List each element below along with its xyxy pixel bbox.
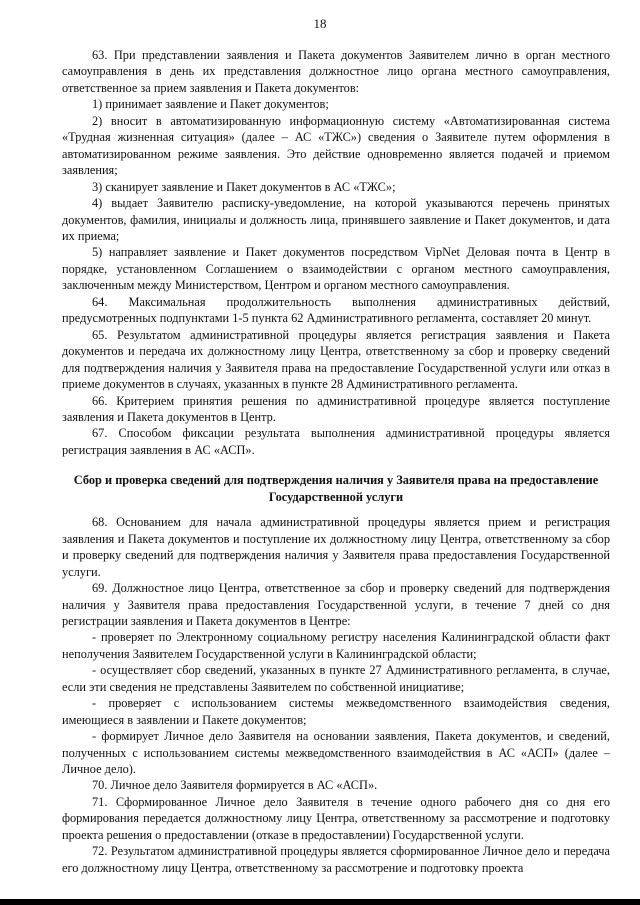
list-item-63-2: 2) вносит в автоматизированную информационную систему «Автоматизированная система «Трудная жизненная ситуация» (далее – АС «ТЖС») сведения о Заявителе путем оформления в автоматизированном режиме заявления. Это действие одновременно является подачей и приемом заявления; <box>62 113 610 178</box>
list-item-69-4: - формирует Личное дело Заявителя на основании заявления, Пакета документов, и сведений, полученных с использованием системы межведомственного взаимодействия в АС «АСП» (далее – Личное дело). <box>62 729 610 777</box>
paragraph-63: 63. При представлении заявления и Пакета документов Заявителем лично в орган местного самоуправления в день их представления должностное лицо органа местного самоуправления, ответственное за прием заявления и Пакета документов: <box>62 48 610 95</box>
paragraph-69: 69. Должностное лицо Центра, ответственное за сбор и проверку сведений для подтверждения наличия у Заявителя права предоставления Государственной услуги, в течение 7 дней со дня регистрации заявления и Пакета документов в Центре: <box>62 581 610 628</box>
scan-bottom-edge <box>0 899 640 905</box>
paragraph-65: 65. Результатом административной процедуры является регистрация заявления и Пакета документов и передача их должностному лицу Центра, ответственному за сбор и проверку сведений для подтверждения наличия у Заявителя права на предоставление Государственной услуги или отказ в приеме документов в случаях, указанных в пункте 28 Административного регламента. <box>62 327 610 392</box>
section-heading: Сбор и проверка сведений для подтверждения наличия у Заявителя права на предоставление Государственной услуги <box>73 473 599 504</box>
list-item-63-3: 3) сканирует заявление и Пакет документов в АС «ТЖС»; <box>92 179 396 194</box>
paragraph-72: 72. Результатом административной процедуры является сформированное Личное дело и передача его должностному лицу Центра, ответственному за рассмотрение и подготовку проекта <box>62 844 610 875</box>
list-item-69-2: - осуществляет сбор сведений, указанных в пункте 27 Административного регламента, в случае, если эти сведения не представлены Заявителем по собственной инициативе; <box>62 663 610 694</box>
page-number: 18 <box>313 16 327 31</box>
paragraph-71: 71. Сформированное Личное дело Заявителя в течение одного рабочего дня со дня его формирования передается должностному лицу Центра, ответственному за рассмотрение и подготовку проекта решения о предоставлении (отказе в предоставлении) Государственной услуги. <box>62 794 610 842</box>
paragraph-66: 66. Критерием принятия решения по административной процедуре является поступление заявления и Пакета документов в Центр. <box>62 393 610 424</box>
list-item-63-4: 4) выдает Заявителю расписку-уведомление, на которой указываются перечень принятых документов, фамилия, инициалы и должность лица, принявшего заявление и Пакет документов, и дата их приема; <box>62 196 610 243</box>
paragraph-70: 70. Личное дело Заявителя формируется в АС «АСП». <box>92 778 378 793</box>
paragraph-67: 67. Способом фиксации результата выполнения административной процедуры является регистрация заявления в АС «АСП». <box>62 426 610 457</box>
paragraph-64: 64. Максимальная продолжительность выполнения административных действий, предусмотренных подпунктами 1-5 пункта 62 Административного регламента, составляет 20 минут. <box>62 294 610 326</box>
document-body <box>62 47 610 876</box>
paragraph-68: 68. Основанием для начала административной процедуры является прием и регистрация заявления и Пакета документов и поступление их должностному лицу Центра, ответственному за сбор и проверку сведений для подтверждения наличия у Заявителя права предоставления Государственной услуги. <box>62 515 610 579</box>
list-item-63-1: 1) принимает заявление и Пакет документов; <box>92 97 329 112</box>
list-item-63-5: 5) направляет заявление и Пакет документов посредством VipNet Деловая почта в Центр в порядке, установленном Соглашением о взаимодействии с органом местного самоуправления, заключенным между Министерством, Центром и органом местного самоуправления. <box>62 245 610 293</box>
list-item-69-3: - проверяет с использованием системы межведомственного взаимодействия сведения, имеющиеся в заявлении и Пакете документов; <box>62 696 610 727</box>
list-item-69-1: - проверяет по Электронному социальному регистру населения Калининградской области факт неполучения Заявителем Государственной услуги в Калининградской области; <box>62 630 610 661</box>
